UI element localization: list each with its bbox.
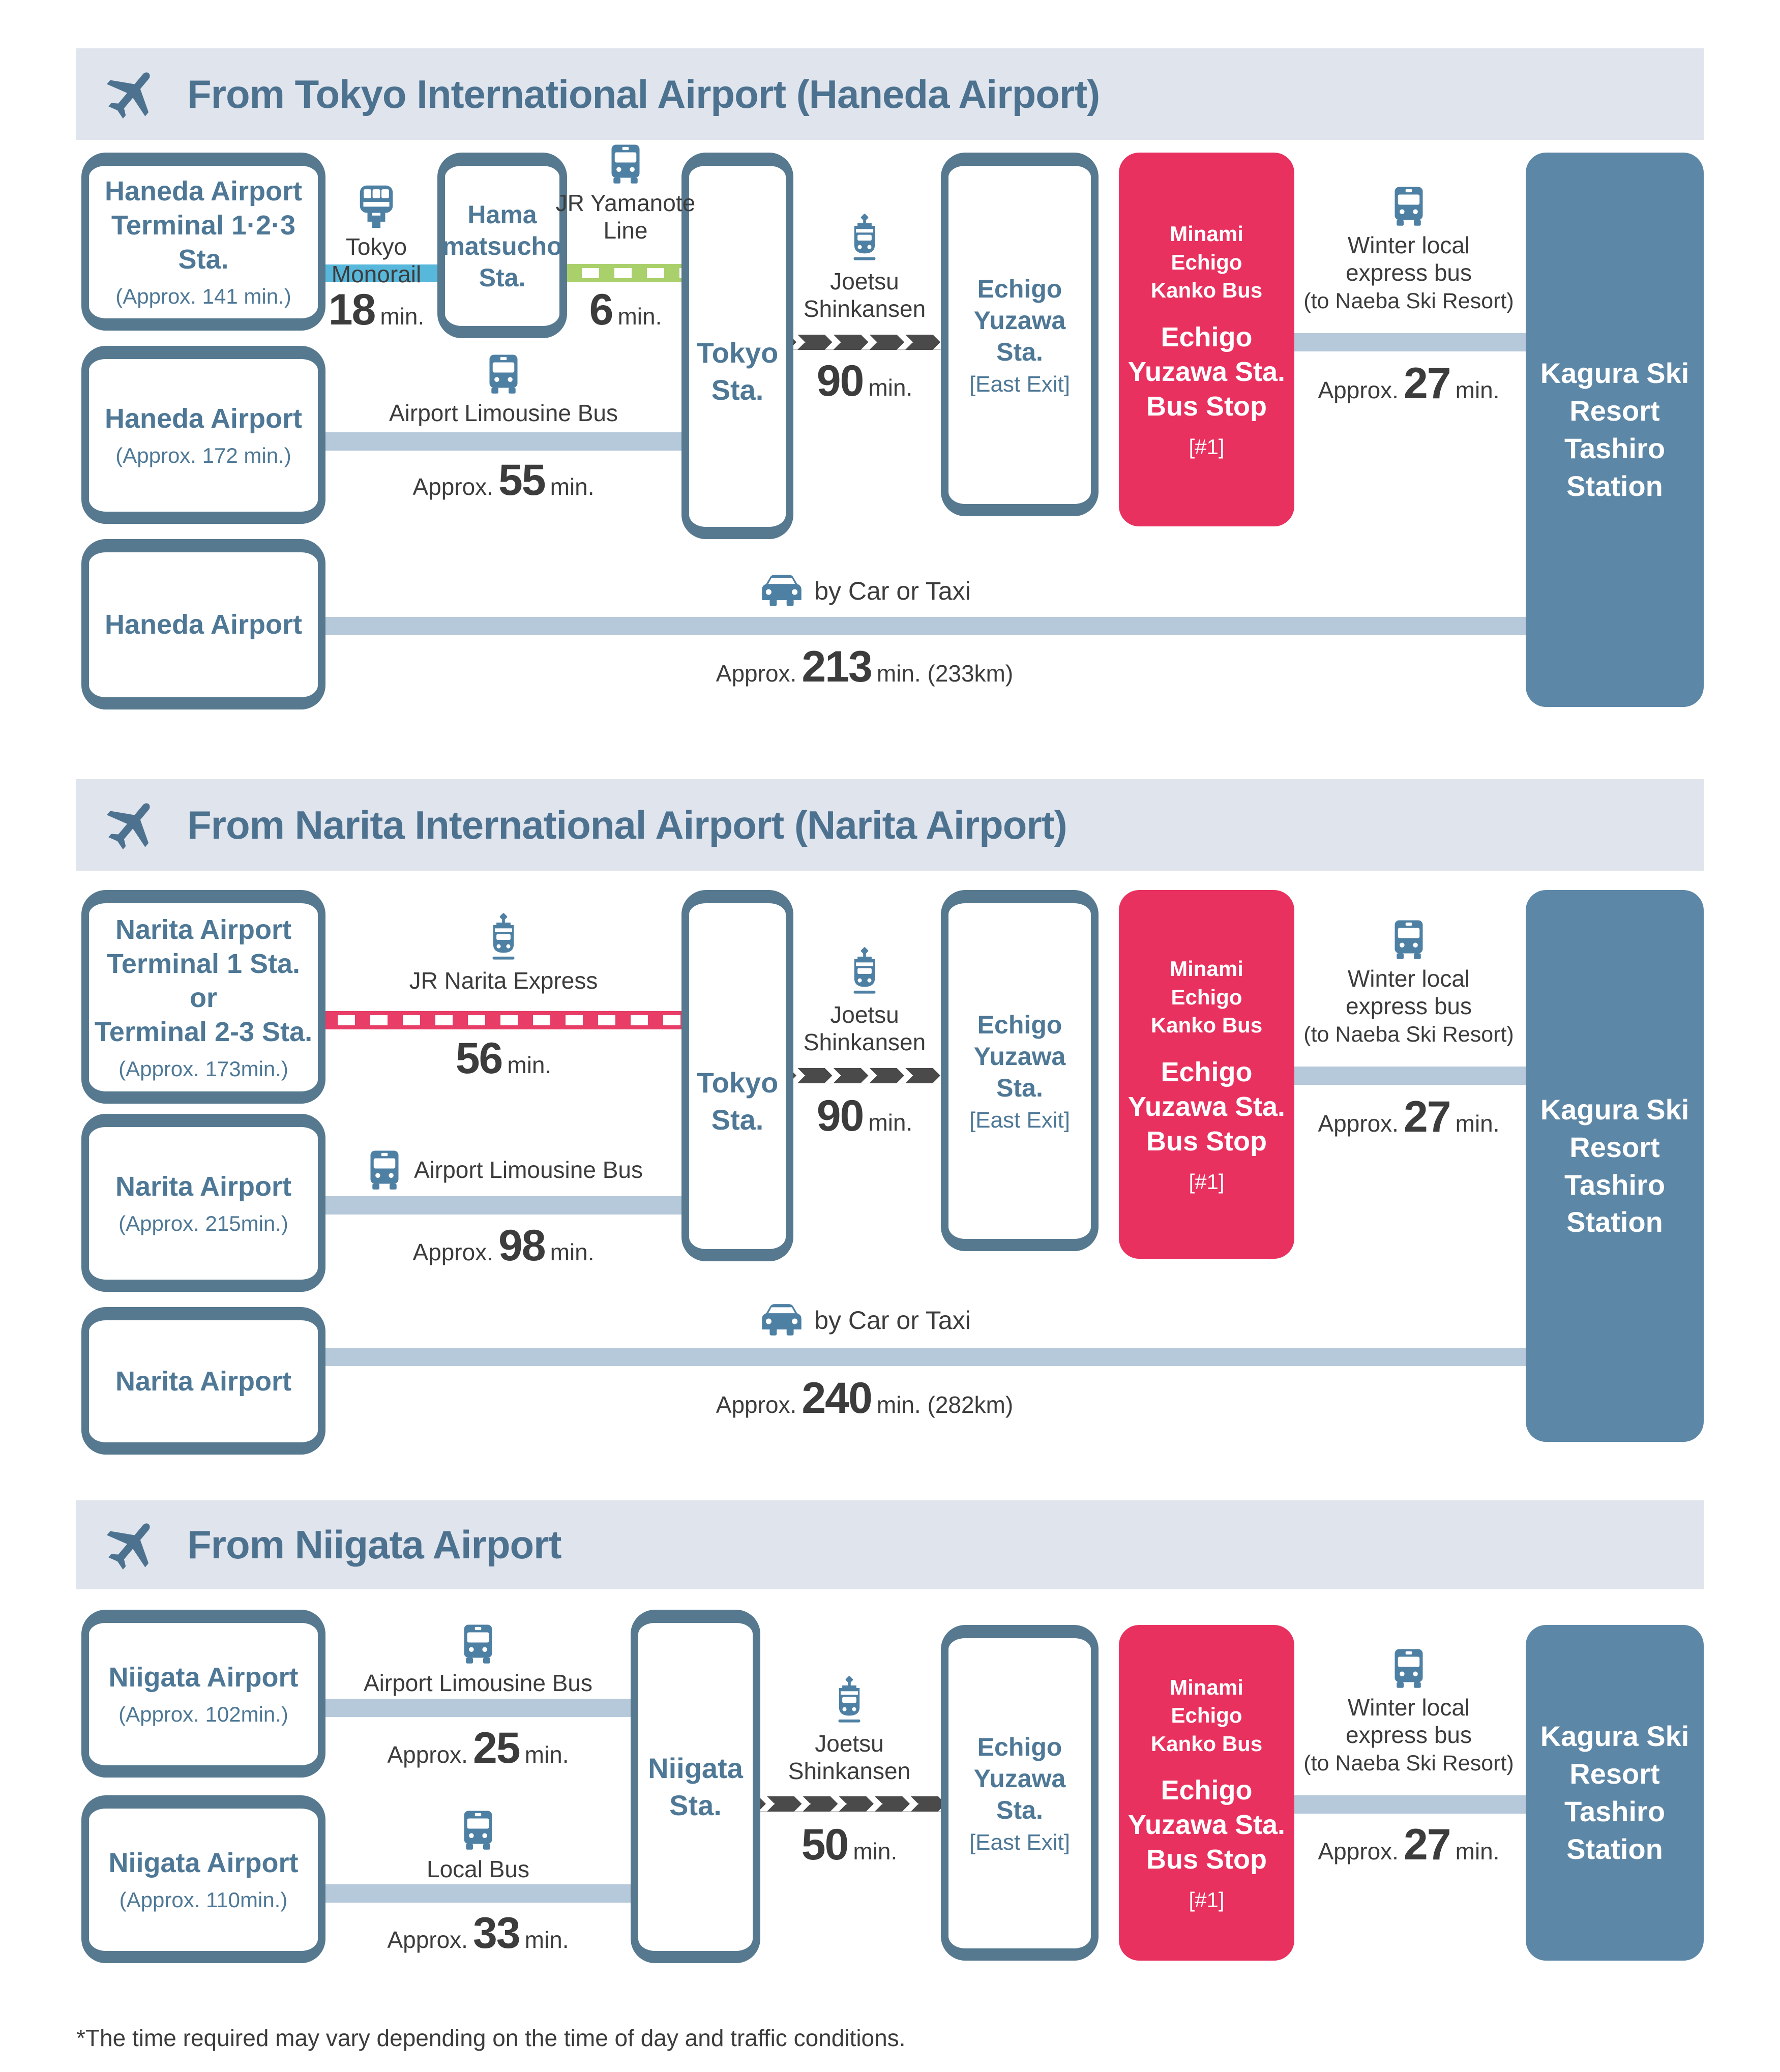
kagura-station-box-narita: [1526, 890, 1704, 1442]
station-exit: [East Exit]: [969, 1108, 1071, 1133]
bus-icon: [1388, 186, 1429, 226]
time-unit: min.: [868, 374, 913, 401]
time-prefix: Approx.: [412, 1239, 493, 1265]
airplane-icon: [103, 1515, 163, 1575]
leg-label: by Car or Taxi: [814, 576, 971, 605]
time-value: 240: [802, 1374, 872, 1423]
echigo-yuzawa-station-box-haneda: [941, 153, 1099, 516]
airplane-icon: [103, 795, 163, 855]
station-name: Niigata Airport: [108, 1662, 299, 1693]
yamanote-line: [549, 264, 702, 282]
haneda-section-header: [76, 48, 1704, 140]
station-approx-time: (Approx. 173min.): [118, 1056, 288, 1081]
kagura-station-box-haneda: [1526, 153, 1704, 707]
leg-narita-express: [325, 913, 681, 994]
leg-label: JR Yamanote Line: [555, 190, 696, 244]
bus-stop-number: [#1]: [1189, 1888, 1225, 1912]
bus-stop-name: Echigo Yuzawa Sta. Bus Stop: [1128, 1056, 1286, 1157]
footnote: *The time required may vary depending on the time of day and traffic conditions.: [76, 2025, 906, 2051]
leg-limousine-haneda: [325, 353, 681, 427]
bus-operator: Minami Echigo Kanko Bus: [1150, 222, 1263, 303]
leg-shinkansen-haneda: [778, 214, 951, 323]
time-prefix: Approx.: [716, 1392, 797, 1418]
bus-icon: [458, 1623, 498, 1664]
time-unit: min.: [550, 473, 595, 500]
station-name: Echigo Yuzawa Sta.: [973, 274, 1066, 366]
time-value: 27: [1403, 1092, 1450, 1141]
narita-terminal-station-box: [81, 890, 325, 1104]
local-bus-line-niigata: [305, 1884, 651, 1903]
leg-time-narita-express: [325, 1033, 681, 1084]
station-name-line: Terminal 1 Sta.: [106, 948, 301, 979]
joetsu-shinkansen-line-narita: [778, 1068, 951, 1083]
commuter-train-icon: [605, 143, 646, 184]
leg-winter-bus-haneda: [1282, 186, 1536, 314]
leg-time-car-haneda: [559, 642, 1170, 692]
station-name: Niigata Airport: [108, 1848, 299, 1879]
bus-stop-box-narita: [1119, 890, 1294, 1259]
leg-car-haneda: [559, 570, 1170, 612]
leg-time-limousine-haneda: [325, 455, 681, 506]
station-name: Kagura Ski Resort Tashiro Station: [1540, 1093, 1689, 1238]
station-name: Narita Airport: [115, 1171, 292, 1202]
echigo-yuzawa-station-box-niigata: [941, 1625, 1099, 1961]
station-name: Haneda Airport Terminal 1·2·3 Sta.: [104, 176, 303, 275]
leg-sublabel: (to Naeba Ski Resort): [1303, 1022, 1514, 1047]
haneda-airport-box-car: [81, 539, 325, 709]
time-unit: min.: [524, 1741, 569, 1768]
haneda-section-title: From Tokyo International Airport (Haneda Airport): [187, 71, 1100, 116]
leg-label: Winter local express bus: [1345, 965, 1472, 1020]
narita-airport-box-car: [81, 1307, 325, 1455]
time-unit: min.: [617, 303, 662, 330]
car-icon: [758, 573, 805, 609]
kagura-station-box-niigata: [1526, 1625, 1704, 1961]
time-prefix: Approx.: [1318, 377, 1399, 403]
leg-time-limousine-narita: [325, 1221, 681, 1271]
bus-icon: [483, 353, 524, 394]
bus-stop-name: Echigo Yuzawa Sta. Bus Stop: [1128, 1775, 1286, 1875]
niigata-airport-box-local: [81, 1795, 325, 1963]
time-prefix: Approx.: [716, 660, 797, 687]
time-unit: min.: [507, 1052, 552, 1078]
narita-airport-box-bus: [81, 1114, 325, 1292]
bus-stop-box-haneda: [1119, 153, 1294, 526]
leg-shinkansen-niigata: [753, 1676, 946, 1785]
leg-time-winter-bus-haneda: [1282, 359, 1536, 409]
leg-time-winter-bus-niigata: [1282, 1820, 1536, 1870]
time-unit: min.: [550, 1239, 595, 1265]
leg-label: Winter local express bus: [1345, 1694, 1472, 1749]
bus-stop-number: [#1]: [1189, 434, 1225, 459]
car-taxi-line-narita: [305, 1348, 1541, 1366]
leg-tokyo-monorail: [305, 184, 448, 288]
station-name: Niigata Sta.: [648, 1752, 743, 1821]
time-unit: min.: [524, 1927, 569, 1953]
haneda-airport-box-bus: [81, 346, 325, 524]
winter-bus-line-haneda: [1282, 333, 1536, 351]
narita-express-train-icon: [483, 913, 524, 962]
leg-label: JR Narita Express: [409, 967, 598, 994]
time-prefix: Approx.: [1318, 1110, 1399, 1137]
leg-label: Winter local express bus: [1345, 232, 1472, 286]
time-value: 33: [472, 1909, 520, 1958]
time-value: 6: [589, 285, 613, 334]
tokyo-station-box-narita: [681, 890, 793, 1261]
station-name: Haneda Airport: [104, 403, 303, 434]
leg-time-limousine-niigata: [305, 1723, 651, 1773]
station-approx-time: (Approx. 102min.): [118, 1702, 288, 1727]
time-unit: min.: [853, 1838, 898, 1864]
leg-sublabel: (to Naeba Ski Resort): [1303, 1751, 1514, 1775]
leg-label: Joetsu Shinkansen: [788, 1730, 911, 1785]
time-unit: min.: [1455, 1838, 1500, 1864]
leg-time-shinkansen-narita: [778, 1091, 951, 1141]
shinkansen-icon: [844, 214, 885, 262]
leg-label: Airport Limousine Bus: [364, 1670, 592, 1696]
station-name: Haneda Airport: [104, 609, 303, 640]
shinkansen-icon: [828, 1676, 870, 1725]
joetsu-shinkansen-line-haneda: [778, 335, 951, 350]
leg-label: Joetsu Shinkansen: [803, 268, 926, 322]
time-value: 27: [1403, 1820, 1450, 1869]
leg-time-shinkansen-niigata: [753, 1820, 946, 1870]
time-value: 98: [498, 1221, 545, 1270]
leg-time-yamanote: [549, 285, 702, 335]
station-name: Tokyo Sta.: [696, 337, 779, 406]
time-value: 90: [816, 357, 864, 405]
time-prefix: Approx.: [412, 473, 493, 500]
limousine-bus-line-narita: [305, 1196, 702, 1215]
leg-label: Local Bus: [426, 1856, 529, 1882]
time-value: 25: [472, 1724, 520, 1772]
airplane-icon: [103, 64, 163, 124]
time-prefix: Approx.: [387, 1741, 468, 1768]
time-unit: min. (233km): [876, 660, 1014, 687]
station-name: Tokyo Sta.: [696, 1067, 779, 1136]
niigata-section-title: From Niigata Airport: [187, 1522, 561, 1567]
echigo-yuzawa-station-box-narita: [941, 890, 1099, 1251]
time-value: 55: [498, 456, 545, 505]
time-unit: min.: [1455, 1110, 1500, 1137]
leg-limousine-narita: [325, 1148, 681, 1191]
time-unit: min.: [1455, 377, 1500, 403]
narita-section-title: From Narita International Airport (Narita Airport): [187, 802, 1067, 847]
station-name: Echigo Yuzawa Sta.: [973, 1733, 1066, 1824]
station-approx-time: (Approx. 110min.): [119, 1888, 288, 1912]
time-unit: min. (282km): [876, 1392, 1014, 1418]
leg-label: Tokyo Monorail: [331, 233, 422, 288]
time-value: 90: [816, 1091, 864, 1140]
bus-icon: [1388, 1648, 1429, 1689]
bus-operator: Minami Echigo Kanko Bus: [1150, 1675, 1263, 1756]
leg-winter-bus-narita: [1282, 919, 1536, 1047]
leg-label: Airport Limousine Bus: [389, 400, 618, 426]
leg-label: by Car or Taxi: [814, 1306, 971, 1335]
bus-stop-number: [#1]: [1189, 1169, 1225, 1194]
bus-icon: [1388, 919, 1429, 960]
leg-winter-bus-niigata: [1282, 1648, 1536, 1776]
station-name-line: or: [190, 982, 217, 1013]
bus-operator: Minami Echigo Kanko Bus: [1150, 957, 1263, 1038]
leg-label: Airport Limousine Bus: [414, 1156, 643, 1183]
leg-time-local-bus-niigata: [305, 1908, 651, 1959]
joetsu-shinkansen-line-niigata: [748, 1796, 951, 1812]
leg-time-car-narita: [559, 1373, 1170, 1424]
leg-time-shinkansen-haneda: [778, 356, 951, 406]
station-name-line: Narita Airport: [115, 914, 292, 945]
leg-local-bus-niigata: [305, 1810, 651, 1883]
time-prefix: Approx.: [1318, 1838, 1399, 1864]
time-value: 18: [328, 285, 375, 334]
time-unit: min.: [380, 303, 425, 330]
leg-limousine-niigata: [305, 1623, 651, 1697]
monorail-icon: [354, 184, 398, 228]
time-unit: min.: [868, 1109, 913, 1136]
haneda-terminal-station-box: [81, 153, 325, 331]
time-prefix: Approx.: [387, 1927, 468, 1953]
winter-bus-line-niigata: [1282, 1795, 1536, 1814]
car-taxi-line-haneda: [305, 617, 1541, 635]
car-icon: [758, 1302, 805, 1339]
leg-time-winter-bus-narita: [1282, 1092, 1536, 1142]
bus-stop-name: Echigo Yuzawa Sta. Bus Stop: [1128, 321, 1286, 422]
niigata-airport-box-limousine: [81, 1610, 325, 1778]
station-name: Kagura Ski Resort Tashiro Station: [1540, 1720, 1689, 1865]
time-value: 27: [1403, 359, 1450, 408]
time-value: 50: [801, 1820, 848, 1869]
winter-bus-line-narita: [1282, 1067, 1536, 1085]
leg-label: Joetsu Shinkansen: [803, 1001, 926, 1056]
hamamatsucho-station-box: [437, 153, 567, 338]
station-exit: [East Exit]: [969, 1830, 1071, 1855]
limousine-bus-line-niigata: [305, 1699, 651, 1717]
shinkansen-icon: [844, 947, 885, 996]
leg-sublabel: (to Naeba Ski Resort): [1303, 288, 1514, 313]
leg-yamanote: [549, 143, 702, 245]
narita-section-header: [76, 779, 1704, 871]
station-exit: [East Exit]: [969, 371, 1071, 397]
station-name-line: Terminal 2-3 Sta.: [94, 1016, 313, 1047]
station-approx-time: (Approx. 215min.): [118, 1211, 288, 1236]
station-name: Kagura Ski Resort Tashiro Station: [1540, 357, 1689, 502]
bus-stop-box-niigata: [1119, 1625, 1294, 1961]
leg-car-narita: [559, 1300, 1170, 1341]
narita-express-line: [305, 1011, 702, 1029]
bus-icon: [458, 1810, 498, 1850]
station-name: Hama matsucho Sta.: [442, 200, 562, 292]
station-approx-time: (Approx. 141 min.): [115, 284, 291, 309]
niigata-section-header: [76, 1500, 1704, 1589]
bus-icon: [364, 1149, 405, 1190]
leg-shinkansen-narita: [778, 947, 951, 1056]
station-name: Echigo Yuzawa Sta.: [973, 1011, 1066, 1102]
leg-time-monorail: [305, 285, 448, 335]
station-name: Narita Airport: [115, 1366, 292, 1397]
limousine-bus-line-haneda: [305, 432, 702, 451]
time-value: 213: [802, 642, 872, 691]
time-value: 56: [455, 1034, 502, 1083]
station-approx-time: (Approx. 172 min.): [115, 443, 291, 468]
